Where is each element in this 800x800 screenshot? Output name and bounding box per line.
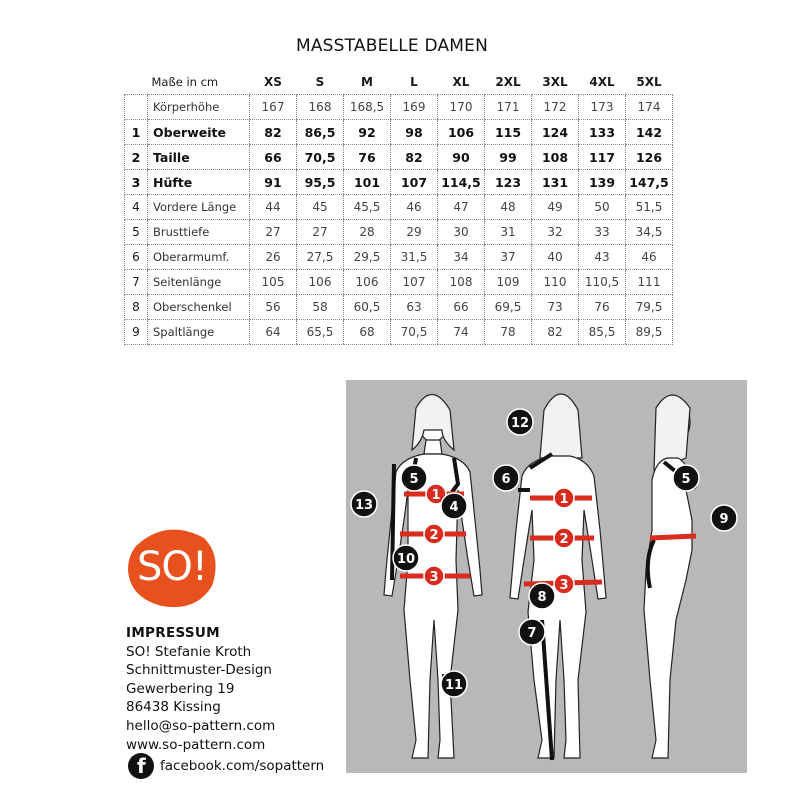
measure-value: 34,5 (626, 220, 673, 245)
measure-name: Oberschenkel (148, 295, 250, 320)
measure-value: 51,5 (626, 195, 673, 220)
measure-value: 56 (250, 295, 297, 320)
measure-value: 32 (532, 220, 579, 245)
size-header: 2XL (495, 75, 521, 89)
marker-label: 3 (559, 578, 569, 593)
measure-value: 28 (344, 220, 391, 245)
row-number: 9 (125, 320, 148, 345)
table-row (125, 195, 673, 220)
measure-value: 58 (297, 295, 344, 320)
measure-value: 167 (250, 95, 297, 120)
marker-label: 13 (354, 498, 374, 513)
marker-label: 7 (527, 626, 537, 641)
measure-value: 79,5 (626, 295, 673, 320)
marker-label: 5 (681, 472, 691, 487)
marker-label: 5 (409, 472, 419, 487)
measure-name: Brusttiefe (148, 220, 250, 245)
measure-value: 114,5 (438, 170, 485, 195)
measure-value: 105 (250, 270, 297, 295)
measure-value: 68 (344, 320, 391, 345)
measure-value: 171 (485, 95, 532, 120)
measure-value: 110,5 (579, 270, 626, 295)
measure-marker (554, 528, 574, 548)
measure-marker (424, 566, 444, 586)
measure-value: 76 (579, 295, 626, 320)
measure-value: 45 (297, 195, 344, 220)
measure-value: 108 (438, 270, 485, 295)
measure-name: Hüfte (148, 170, 250, 195)
website-link[interactable]: www.so-pattern.com (126, 736, 266, 753)
measure-value: 110 (532, 270, 579, 295)
measure-value: 29 (391, 220, 438, 245)
row-number: 6 (125, 245, 148, 270)
measure-value: 73 (532, 295, 579, 320)
measure-value: 107 (391, 270, 438, 295)
measure-name: Oberweite (148, 120, 250, 145)
measure-value: 31,5 (391, 245, 438, 270)
measure-value: 50 (579, 195, 626, 220)
measure-value: 133 (579, 120, 626, 145)
measure-value: 109 (485, 270, 532, 295)
measure-value: 74 (438, 320, 485, 345)
table-row (125, 170, 673, 195)
size-header: M (361, 75, 373, 89)
measure-value: 174 (626, 95, 673, 120)
measure-value: 106 (344, 270, 391, 295)
measure-value: 99 (485, 145, 532, 170)
measure-value: 123 (485, 170, 532, 195)
marker-label: 6 (501, 472, 511, 487)
marker-label: 4 (449, 500, 459, 515)
measure-value: 106 (438, 120, 485, 145)
marker-label: 1 (559, 492, 569, 507)
measure-value: 31 (485, 220, 532, 245)
measure-marker (529, 583, 555, 609)
measurement-figures (346, 380, 747, 773)
table-row (125, 270, 673, 295)
measure-marker (493, 465, 519, 491)
measure-value: 66 (438, 295, 485, 320)
measure-value: 46 (626, 245, 673, 270)
measure-value: 126 (626, 145, 673, 170)
row-number: 5 (125, 220, 148, 245)
measure-value: 26 (250, 245, 297, 270)
measure-value: 82 (391, 145, 438, 170)
measure-marker (424, 524, 444, 544)
impressum-heading: IMPRESSUM (126, 625, 220, 641)
measure-name: Spaltlänge (148, 320, 250, 345)
measure-marker (393, 545, 419, 571)
table-row (125, 295, 673, 320)
measure-value: 40 (532, 245, 579, 270)
measure-value: 29,5 (344, 245, 391, 270)
marker-label: 3 (429, 570, 439, 585)
measure-marker (554, 488, 574, 508)
measure-value: 48 (485, 195, 532, 220)
measure-name: Körperhöhe (148, 95, 250, 120)
measure-value: 30 (438, 220, 485, 245)
measure-marker (711, 505, 737, 531)
size-header: 4XL (589, 75, 615, 89)
measure-value: 169 (391, 95, 438, 120)
page-title: MASSTABELLE DAMEN (295, 36, 488, 56)
facebook-url[interactable]: facebook.com/sopattern (160, 758, 325, 774)
measure-value: 85,5 (579, 320, 626, 345)
measure-name: Vordere Länge (148, 195, 250, 220)
measure-value: 98 (391, 120, 438, 145)
so-logo (126, 526, 218, 610)
measure-value: 111 (626, 270, 673, 295)
size-header: XL (452, 75, 470, 89)
measure-value: 89,5 (626, 320, 673, 345)
measure-value: 168 (297, 95, 344, 120)
measure-value: 147,5 (626, 170, 673, 195)
measure-marker (441, 493, 467, 519)
measure-value: 173 (579, 95, 626, 120)
measure-value: 43 (579, 245, 626, 270)
impressum-line: Schnittmuster-Design (126, 662, 272, 679)
marker-label: 9 (719, 512, 729, 527)
email-link[interactable]: hello@so-pattern.com (126, 717, 276, 734)
measurement-figure-panel (346, 380, 747, 773)
impressum-line: Gewerbering 19 (126, 680, 235, 697)
measure-value: 45,5 (344, 195, 391, 220)
row-number: 7 (125, 270, 148, 295)
measure-value: 82 (250, 120, 297, 145)
measure-value: 60,5 (344, 295, 391, 320)
measure-marker (401, 465, 427, 491)
measure-value: 106 (297, 270, 344, 295)
measure-value: 131 (532, 170, 579, 195)
measure-value: 49 (532, 195, 579, 220)
size-header: 5XL (636, 75, 662, 89)
measure-value: 33 (579, 220, 626, 245)
measure-value: 117 (579, 145, 626, 170)
measure-value: 27,5 (297, 245, 344, 270)
measure-value: 172 (532, 95, 579, 120)
marker-label: 1 (431, 488, 441, 503)
measure-value: 92 (344, 120, 391, 145)
table-row (125, 220, 673, 245)
marker-label: 12 (510, 416, 530, 431)
measure-value: 107 (391, 170, 438, 195)
measure-value: 27 (250, 220, 297, 245)
measure-value: 63 (391, 295, 438, 320)
row-number: 8 (125, 295, 148, 320)
measure-value: 170 (438, 95, 485, 120)
measure-name: Oberarmumf. (148, 245, 250, 270)
measure-value: 115 (485, 120, 532, 145)
table-row (125, 145, 673, 170)
measure-value: 46 (391, 195, 438, 220)
measure-name: Seitenlänge (148, 270, 250, 295)
table-row (125, 120, 673, 145)
row-number: 4 (125, 195, 148, 220)
measure-value: 44 (250, 195, 297, 220)
measure-value: 142 (626, 120, 673, 145)
facebook-icon: f (128, 753, 154, 779)
marker-label: 10 (396, 552, 416, 567)
size-header: S (315, 75, 325, 89)
measure-value: 86,5 (297, 120, 344, 145)
measure-value: 124 (532, 120, 579, 145)
measure-value: 27 (297, 220, 344, 245)
table-row (125, 245, 673, 270)
measure-value: 82 (532, 320, 579, 345)
measure-value: 34 (438, 245, 485, 270)
impressum-line: SO! Stefanie Kroth (126, 643, 252, 660)
row-number: 3 (125, 170, 148, 195)
impressum (126, 624, 275, 754)
measure-value: 108 (532, 145, 579, 170)
header-label: Maße in cm (151, 75, 219, 89)
table-row (125, 320, 673, 345)
row-number (125, 95, 148, 120)
row-number: 1 (125, 120, 148, 145)
measure-marker (351, 491, 377, 517)
measure-marker (519, 619, 545, 645)
measure-value: 64 (250, 320, 297, 345)
measure-value: 66 (250, 145, 297, 170)
measure-value: 95,5 (297, 170, 344, 195)
measure-value: 69,5 (485, 295, 532, 320)
measure-value: 168,5 (344, 95, 391, 120)
marker-label: 2 (559, 532, 569, 547)
logo-text: SO! (137, 544, 207, 590)
measure-value: 76 (344, 145, 391, 170)
size-header: 3XL (542, 75, 568, 89)
measure-value: 101 (344, 170, 391, 195)
measure-value: 91 (250, 170, 297, 195)
measure-value: 37 (485, 245, 532, 270)
measure-value: 90 (438, 145, 485, 170)
impressum-line: 86438 Kissing (126, 699, 221, 716)
measure-name: Taille (148, 145, 250, 170)
measure-value: 78 (485, 320, 532, 345)
measure-value: 139 (579, 170, 626, 195)
row-number: 2 (125, 145, 148, 170)
marker-label: 2 (429, 528, 439, 543)
measure-marker (673, 465, 699, 491)
measure-marker (554, 574, 574, 594)
measure-marker (507, 409, 533, 435)
measure-value: 70,5 (391, 320, 438, 345)
marker-label: 11 (444, 678, 464, 693)
measure-value: 65,5 (297, 320, 344, 345)
size-table (124, 70, 673, 345)
marker-label: 8 (537, 590, 547, 605)
measure-value: 70,5 (297, 145, 344, 170)
table-row (125, 95, 673, 120)
size-header: XS (264, 75, 282, 89)
measure-marker (441, 671, 467, 697)
measure-value: 47 (438, 195, 485, 220)
size-header: L (410, 75, 418, 89)
